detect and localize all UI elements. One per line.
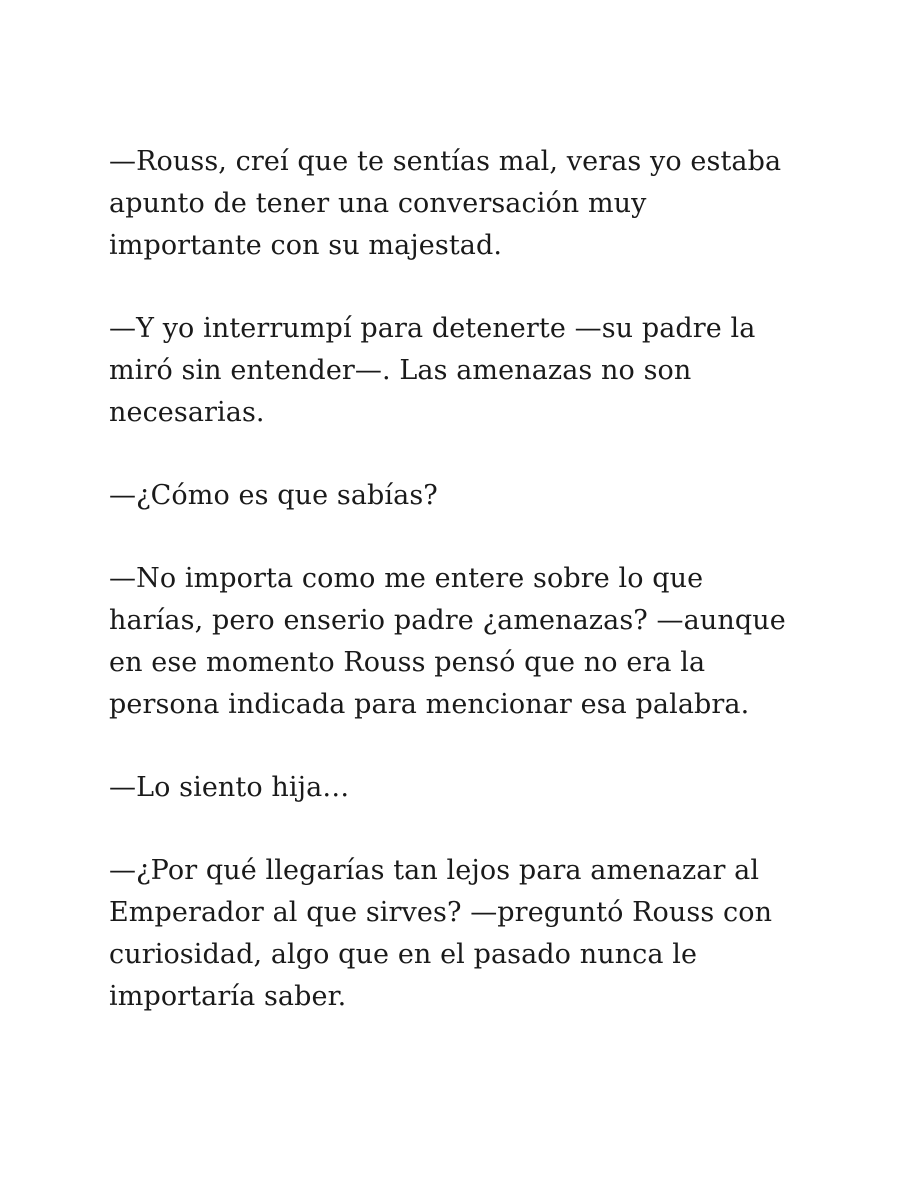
text-line: curiosidad, algo que en el pasado nunca le bbox=[109, 939, 698, 970]
text-line: Emperador al que sirves? —preguntó Rouss con bbox=[109, 897, 773, 928]
text-line: —Lo siento hija… bbox=[109, 772, 350, 803]
text-line: necesarias. bbox=[109, 397, 265, 428]
text-line: —¿Por qué llegarías tan lejos para amenazar al bbox=[109, 855, 760, 886]
paragraph-4 bbox=[109, 558, 809, 726]
text-line: en ese momento Rouss pensó que no era la bbox=[109, 647, 706, 678]
text-line: —¿Cómo es que sabías? bbox=[109, 480, 438, 511]
paragraph-1 bbox=[109, 141, 809, 267]
text-line: —Rouss, creí que te sentías mal, veras yo estaba bbox=[109, 146, 782, 177]
text-line: miró sin entender—. Las amenazas no son bbox=[109, 355, 692, 386]
paragraph-5 bbox=[109, 767, 809, 809]
text-line: harías, pero enserio padre ¿amenazas? —aunque bbox=[109, 605, 786, 636]
text-body bbox=[109, 141, 809, 1059]
paragraph-3 bbox=[109, 475, 809, 517]
text-line: importante con su majestad. bbox=[109, 230, 503, 261]
paragraph-6 bbox=[109, 850, 809, 1018]
text-line: —Y yo interrumpí para detenerte —su padre la bbox=[109, 313, 756, 344]
paragraph-2 bbox=[109, 308, 809, 434]
text-line: persona indicada para mencionar esa palabra. bbox=[109, 689, 750, 720]
text-line: importaría saber. bbox=[109, 981, 347, 1012]
text-line: —No importa como me entere sobre lo que bbox=[109, 563, 704, 594]
text-line: apunto de tener una conversación muy bbox=[109, 188, 647, 219]
